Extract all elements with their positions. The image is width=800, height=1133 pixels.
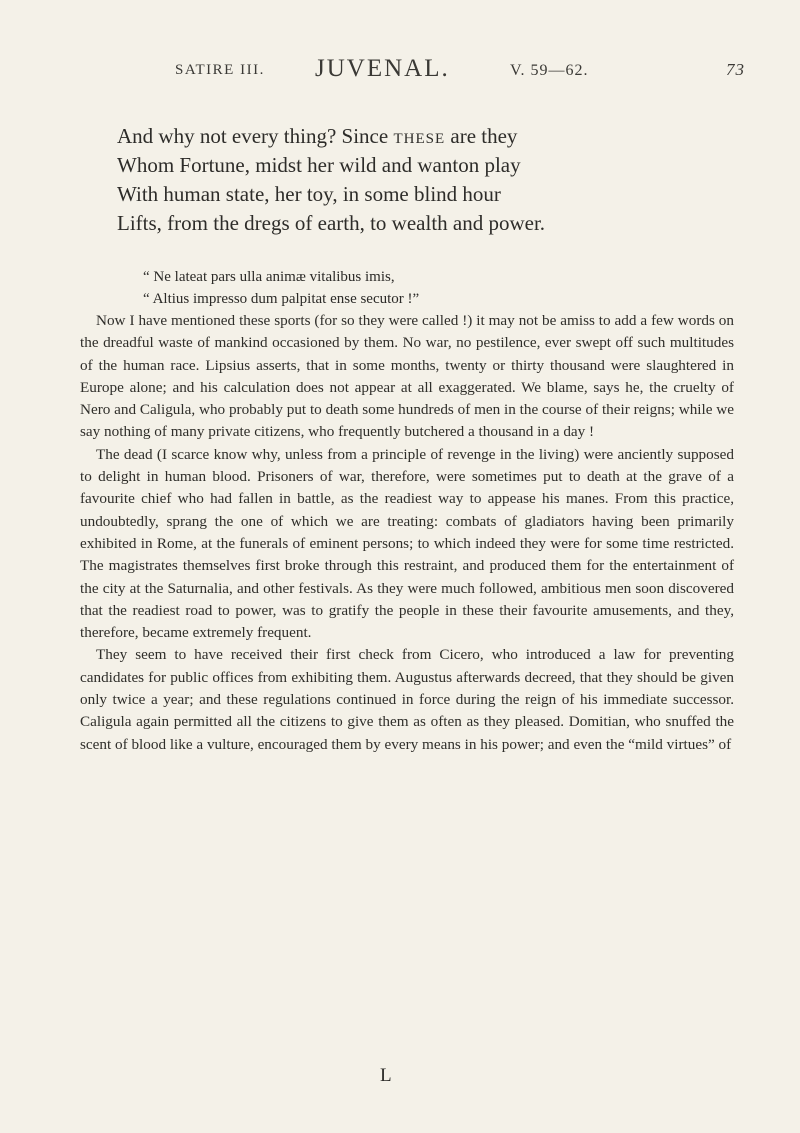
verse-line-4: Lifts, from the dregs of earth, to wealth and power.: [117, 211, 546, 235]
running-head-line-range: V. 59—62.: [510, 62, 589, 79]
note-paragraph-3: They seem to have received their first check from Cicero, who introduced a law for preventing candidates for public offices from exhibiting them. Augustus afterwards decreed, that they should be given only twice a year; and these regulations continued in force during the reign of his immediate successor. Caligula again permitted all the citizens to give them as often as they pleased. Domitian, who snuffed the scent of blood like a vulture, encouraged them by every means in his power; and even the “mild virtues” of: [80, 646, 734, 753]
page-number: 73: [726, 60, 745, 79]
note-paragraph-2: The dead (I scarce know why, unless from a principle of revenge in the living) were anciently supposed to delight in human blood. Prisoners of war, therefore, were sometimes put to death at the grave of a favourite chief who had fallen in battle, as the readiest way to appease his manes. From this practice, undoubtedly, sprang the one of which we are treating: combats of gladiators having been primarily exhibited in Rome, at the funerals of eminent persons; to which indeed they were for some time restricted. The magistrates themselves first broke through this restraint, and produced them for the entertainment of the city at the Saturnalia, and other festivals. As they were much followed, ambitious men soon discovered that the readiest road to power, was to gratify the people in these their favourite amusements, and they, therefore, became extremely frequent.: [80, 445, 734, 642]
verse-line-3: With human state, her toy, in some blind hour: [117, 182, 501, 206]
verse-line-1-emphasis: these: [393, 124, 446, 148]
verse-line-1: [117, 122, 757, 151]
verse-translation: [117, 122, 757, 238]
latin-quotation: [143, 266, 743, 310]
signature-mark: L: [380, 1065, 393, 1086]
running-head: [165, 55, 745, 88]
commentary-notes: [80, 310, 734, 756]
latin-quotation-line-2: “ Altius impresso dum palpitat ense secutor !”: [143, 291, 420, 307]
running-head-title: JUVENAL.: [315, 55, 450, 82]
verse-line-2: Whom Fortune, midst her wild and wanton play: [117, 153, 521, 177]
note-paragraph-1: Now I have mentioned these sports (for so they were called !) it may not be amiss to add a few words on the dreadful waste of mankind occasioned by them. No war, no pestilence, ever swept off such multitudes of the human race. Lipsius asserts, that in some months, twenty or thirty thousand were slaughtered in Europe alone; and his calculation does not appear at all exaggerated. We blame, says he, the cruelty of Nero and Caligula, who probably put to death some hundreds of men in the course of their reigns; while we say nothing of many private citizens, who frequently butchered a thousand in a day !: [80, 312, 734, 441]
latin-quotation-line-1: “ Ne lateat pars ulla animæ vitalibus imis,: [143, 269, 395, 285]
verse-line-1-start: And why not every thing? Since: [117, 124, 394, 148]
verse-line-1-end: are they: [445, 124, 518, 148]
running-head-satire: SATIRE III.: [175, 62, 265, 78]
